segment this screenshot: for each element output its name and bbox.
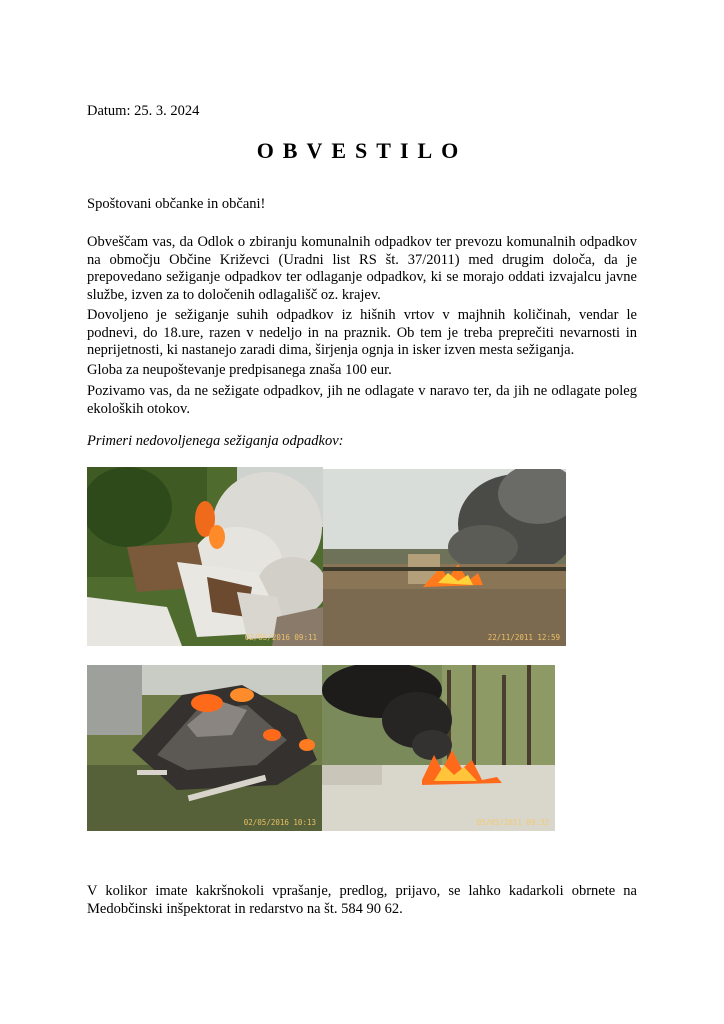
photo-forest-fire: [322, 665, 555, 831]
paragraph-contact: V kolikor imate kakršnokoli vprašanje, predlog, prijavo, se lahko kadarkoli obrnete na Medobčinski inšpektorat in redarstvo na št. 584 90 62.: [87, 883, 637, 917]
paragraph-appeal: Pozivamo vas, da ne sežigate odpadkov, jih ne odlagate v naravo ter, da jih ne odlagate poleg ekoloških otokov.: [87, 383, 637, 417]
photo-burning-pile: [87, 665, 322, 831]
paragraph-ordinance: Obveščam vas, da Odlok o zbiranju komunalnih odpadkov ter prevozu komunalnih odpadkov na območju Občine Križevci (Uradni list RS št. 37/2011) med drugim določa, da je prepovedano sežiganje odpadkov ter odlaganje odpadkov, ki se morajo oddati izvajalcu javne službe, izven za to določenih odlagališč oz. krajev.: [87, 234, 637, 303]
paragraph-allowed-burning: Dovoljeno je sežiganje suhih odpadkov iz hišnih vrtov v majhnih količinah, vendar le podnevi, do 18.ure, razen v nedeljo in na praznik. Ob tem je treba preprečiti nevarnosti in neprijetnosti, ki nastanejo zaradi dima, širjenja ognja in isker izven mesta sežiganja.: [87, 307, 637, 358]
photo-timestamp: 22/11/2011 12:59: [487, 633, 560, 642]
photos-caption: Primeri nedovoljenega sežiganja odpadkov:: [87, 433, 344, 449]
date-line: Datum: 25. 3. 2024: [87, 103, 200, 119]
photo-field-fire: [323, 469, 566, 646]
photo-timestamp: 02/05/2016 09:11: [244, 633, 317, 642]
paragraph-fine: Globa za neupoštevanje predpisanega znaša 100 eur.: [87, 362, 392, 378]
page-title: OBVESTILO: [256, 138, 468, 163]
greeting: Spoštovani občanke in občani!: [87, 196, 266, 212]
photo-timestamp: 02/05/2016 10:13: [243, 818, 316, 827]
photo-burning-debris: [87, 467, 323, 646]
photo-timestamp: 05/05/2011 09:32: [476, 818, 549, 827]
